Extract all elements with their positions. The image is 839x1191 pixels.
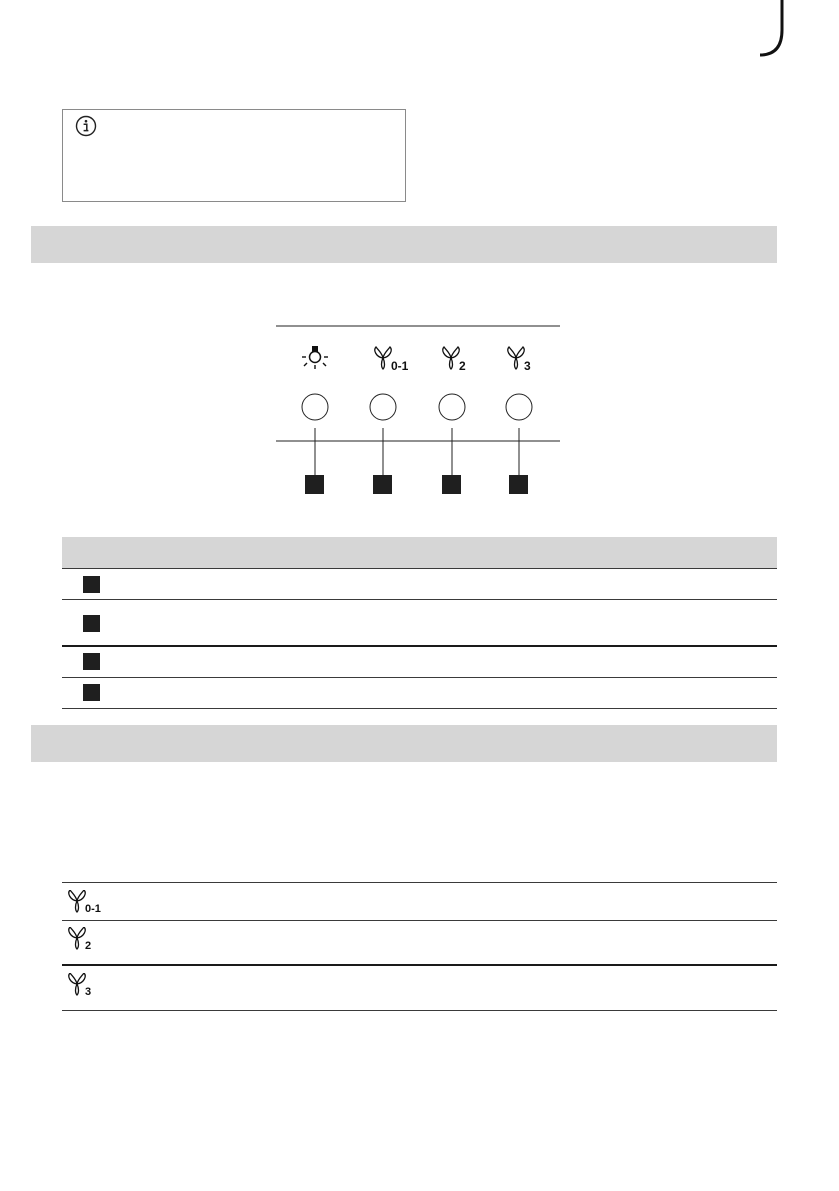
marker-2 — [83, 615, 100, 632]
table-row — [62, 600, 777, 647]
section-header-fan-speed — [31, 725, 777, 762]
svg-text:3: 3 — [524, 359, 531, 373]
fan-speed-2-button[interactable] — [439, 394, 465, 420]
marker-reference-table — [62, 537, 777, 709]
svg-text:3: 3 — [85, 986, 92, 997]
marker-1 — [305, 475, 324, 494]
fan-icon-speed-0-1 — [375, 347, 409, 373]
marker-4 — [83, 684, 100, 701]
fan-icon-speed-2 — [443, 347, 466, 373]
fan-speed-3-button[interactable] — [506, 394, 532, 420]
light-bulb-icon — [302, 346, 328, 369]
table-row — [62, 647, 777, 678]
marker-1 — [83, 576, 100, 593]
table-row-speed-3 — [62, 966, 777, 1011]
fan-speed-table — [62, 882, 777, 1011]
info-icon — [75, 115, 97, 137]
svg-text:2: 2 — [85, 940, 92, 951]
fan-icon — [68, 927, 106, 951]
control-panel-diagram — [274, 322, 564, 497]
svg-text:2: 2 — [459, 359, 466, 373]
table-row — [62, 678, 777, 709]
svg-text:0-1: 0-1 — [391, 359, 409, 373]
marker-4 — [509, 475, 528, 494]
table-row — [62, 569, 777, 600]
fan-icon — [68, 973, 106, 997]
marker-3 — [442, 475, 461, 494]
fan-icon — [68, 890, 106, 914]
section-header-control-panel — [31, 226, 777, 263]
table-header-row — [62, 537, 777, 569]
light-button[interactable] — [302, 394, 328, 420]
crop-mark — [760, 0, 796, 62]
fan-icon-speed-3 — [508, 347, 531, 373]
marker-2 — [373, 475, 392, 494]
table-row-speed-2 — [62, 921, 777, 966]
info-note-box — [62, 109, 406, 202]
table-row-speed-0-1 — [62, 883, 777, 921]
svg-text:0-1: 0-1 — [85, 903, 101, 914]
marker-3 — [83, 653, 100, 670]
fan-speed-0-1-button[interactable] — [370, 394, 396, 420]
